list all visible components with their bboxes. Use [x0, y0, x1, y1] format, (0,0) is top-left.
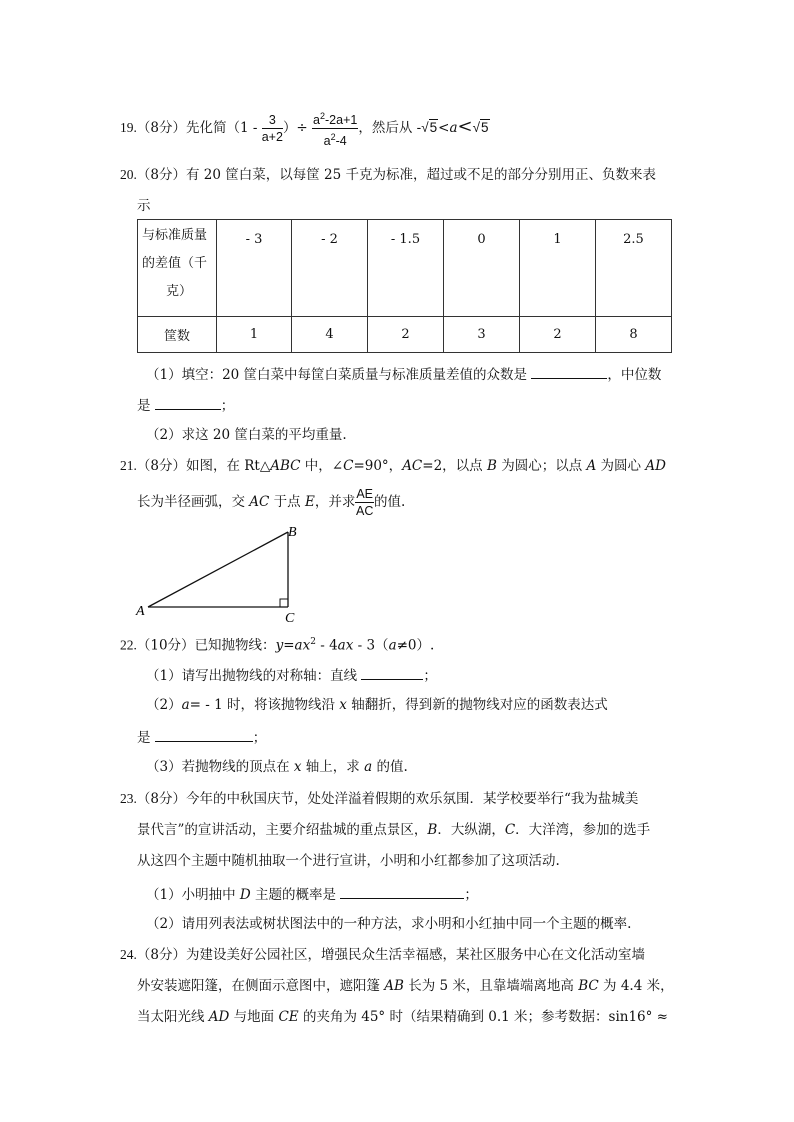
q23-probability-blank[interactable]: [340, 884, 464, 899]
q24-l2c: 为 4.4 米，: [598, 978, 674, 994]
q20-part1-text: （1）填空：20 筐白菜中每筐白菜质量与标准质量差值的众数是: [146, 367, 528, 383]
q24-l2bc: BC: [578, 978, 599, 994]
q19-intro: 先化简（1 -: [185, 120, 258, 136]
q21-label-c: C: [285, 611, 295, 625]
q24-l2ab: AB: [384, 978, 404, 994]
q20-diff-cell: 2.5: [596, 220, 672, 317]
q19-number: 19.: [120, 120, 137, 135]
q21-t1b: 中，∠: [300, 458, 344, 474]
q22-part1-line: [146, 665, 437, 685]
q20-count-cell: 1: [217, 317, 292, 353]
q22-part2-a: （2）: [146, 697, 182, 713]
q19-then: ，然后从 -: [358, 120, 422, 136]
q22-function-blank[interactable]: [155, 727, 253, 742]
q19-fraction-2: [312, 108, 358, 149]
q23-part1-a: （1）小明抽中: [146, 887, 240, 903]
q22-part2-end: ；: [252, 730, 267, 746]
q23-part1-d: D: [239, 887, 251, 903]
q22-eq-a: a: [388, 637, 397, 654]
q23-number: 23.: [120, 791, 137, 806]
q20-part2-text: （2）求这 20 筐白菜的平均重量.: [146, 427, 347, 443]
q20-part1-mid: ，中位数: [607, 367, 662, 383]
q19-sqrt-1: √5: [421, 120, 438, 135]
q22-eq-ax: ax: [294, 637, 311, 654]
q22-part2-b: = - 1 时，将该抛物线沿: [189, 697, 340, 713]
q24-text-1: 为建设美好公园社区，增强民众生活幸福感，某社区服务中心在文化活动室墙: [185, 947, 645, 963]
q20-text-1: 有 20 筐白菜，以每筐 25 千克为标准，超过或不足的部分分别用正、负数来表: [185, 167, 656, 183]
q23-part2-text: （2）请用列表法或树状图法中的一种方法，求小明和小红抽中同一个主题的概率.: [146, 916, 632, 932]
q19-frac1-den: a+2: [261, 130, 283, 144]
q20-diff-cell: - 2: [292, 220, 368, 317]
q20-mode-blank[interactable]: [531, 364, 607, 379]
q20-table-row-diff: [138, 220, 672, 317]
q23-l2a: 景代言”的宣讲活动，主要介绍盐城的重点景区，: [137, 822, 428, 838]
q21-t1c: =90°，: [353, 458, 403, 474]
q23-part1-end: ；: [464, 887, 478, 903]
q20-head-line-3: 克）: [165, 284, 192, 299]
q24-l2b: 长为 5 米，且靠墙端离地高: [403, 978, 579, 994]
q22-part1-end: ；: [423, 668, 437, 684]
q21-frac-num: AE: [356, 487, 374, 501]
q19-lt2: <: [457, 116, 473, 137]
q24-line2: [137, 977, 674, 995]
q20-part1-line2: [137, 395, 234, 415]
q19-op: ）÷: [282, 120, 308, 136]
q22-part2-x: x: [339, 697, 347, 713]
q21-ac: AC: [402, 458, 423, 474]
q23-text-3: 从这四个主题中随机抽取一个进行宣讲，小明和小红都参加了这项活动.: [137, 853, 560, 869]
q20-part1-end: ；: [220, 398, 235, 414]
q22-eq-y: y: [275, 637, 284, 654]
q19-f2d-exp: 2: [330, 132, 336, 142]
q21-frac-den: AC: [356, 504, 374, 518]
q19-frac2-den: [312, 129, 358, 149]
q22-part2-line2: [137, 727, 266, 747]
q23-l2b: B: [427, 822, 438, 838]
q20-head-line-2: 的差值（千: [142, 256, 208, 271]
q21-side-ab: [148, 532, 288, 607]
q23-text-1: 今年的中秋国庆节，处处洋溢着假期的欢乐氛围．某学校要举行“我为盐城美: [185, 791, 639, 807]
q20-median-blank[interactable]: [155, 395, 221, 410]
q20-score: （8分）: [136, 167, 186, 183]
q22-eq-mid: =: [283, 637, 295, 654]
q21-c: C: [343, 458, 354, 474]
q21-label-b: B: [288, 525, 297, 540]
q20-table: [137, 219, 672, 353]
q20-text-2: 示: [137, 198, 151, 214]
q20-diff-cell: 0: [444, 220, 520, 317]
q22-eq-tail: - 3（: [353, 637, 389, 654]
q22-eq-exp: 2: [310, 637, 316, 647]
q23-part2-line: [146, 915, 631, 933]
q22-score: （10分）: [136, 637, 195, 654]
q22-part2-var: a: [181, 697, 190, 713]
q21-t2c: ，并求: [314, 494, 356, 510]
q24-line1: [120, 946, 645, 964]
q22-number: 22.: [120, 637, 137, 653]
q21-e: E: [304, 494, 315, 510]
q19-fraction-1: [262, 112, 283, 145]
q21-t1e: 为圆心；以点: [496, 458, 587, 474]
q20-count-cell: 8: [596, 317, 672, 353]
q24-score: （8分）: [136, 947, 186, 963]
q20-head-line-1: 与标准质量: [142, 228, 208, 243]
q21-t1d: =2，以点: [422, 458, 487, 474]
q23-part1-line: [146, 884, 478, 904]
q22-line1: [120, 633, 434, 655]
q24-l2a: 外安装遮阳篷，在侧面示意图中，遮阳篷: [137, 978, 385, 994]
q19-line: [120, 107, 490, 147]
q23-line1: [120, 790, 638, 808]
q22-part2-line2-text: 是: [137, 730, 151, 746]
q21-t1a: 如图，在 Rt△: [185, 458, 271, 474]
q20-count-cell: 4: [292, 317, 368, 353]
q22-part3-line: [146, 758, 408, 776]
q22-eq-ax2: ax: [337, 637, 354, 654]
q21-fraction: [355, 486, 374, 519]
q22-part3-b: 轴上，求: [301, 759, 365, 775]
q23-l2e: ．大洋湾，参加的选手: [515, 822, 651, 838]
q19-f2n-rest: -2a+1: [325, 113, 358, 127]
q22-part3-c: 的值.: [372, 759, 408, 775]
q21-t2a: 长为半径画弧，交: [137, 494, 250, 510]
q19-sqrt-2: √5: [472, 120, 489, 135]
q21-line2: [137, 482, 405, 522]
q22-part3-a: （3）若抛物线的顶点在: [146, 759, 294, 775]
q20-number: 20.: [120, 167, 137, 182]
q23-line2: [137, 821, 650, 839]
q21-b: B: [486, 458, 497, 474]
q22-part2-line1: [146, 696, 608, 714]
q20-line2: [137, 197, 151, 215]
q20-line1: [120, 166, 656, 184]
q19-f2n-a: a: [313, 113, 320, 127]
q23-l2c: ．大纵湖，: [437, 822, 505, 838]
q20-count-cell: 3: [444, 317, 520, 353]
q24-l3ce: CE: [278, 1009, 299, 1025]
q20-diff-cell: - 3: [217, 220, 292, 317]
q21-a: A: [586, 458, 597, 474]
q21-triangle-figure: [130, 520, 310, 625]
q24-line3: [137, 1008, 668, 1026]
q19-frac1-num: 3: [262, 112, 283, 129]
q19-score: （8分）: [136, 120, 186, 136]
q22-part3-x: x: [293, 759, 302, 775]
q22-part1-text: （1）请写出抛物线的对称轴：直线: [146, 668, 358, 684]
q22-text-a: 已知抛物线：: [194, 637, 276, 654]
q19-frac2-num: [312, 108, 358, 129]
q21-right-angle-mark: [280, 599, 288, 607]
q21-t2b: 于点: [269, 494, 305, 510]
q20-table-row-count: [138, 317, 672, 353]
q22-eq-ne: ≠0）.: [396, 637, 435, 654]
q20-part2-line: [146, 426, 347, 444]
q21-number: 21.: [120, 458, 137, 473]
q21-ad: AD: [645, 458, 666, 474]
q19-f2d-a: a: [323, 134, 331, 149]
q24-l3b: 与地面: [229, 1009, 279, 1025]
q21-t2d: 的值.: [374, 494, 406, 510]
q22-axis-blank[interactable]: [361, 665, 423, 680]
q19-f2n-exp: 2: [320, 110, 326, 121]
q22-part2-c: 轴翻折，得到新的抛物线对应的函数表达式: [346, 697, 608, 713]
q20-part1-line1: [146, 364, 661, 384]
q21-t1f: 为圆心: [596, 458, 646, 474]
q21-abc: ABC: [270, 458, 301, 474]
q20-part1-line2-text: 是: [137, 398, 151, 414]
q19-var: a: [449, 120, 458, 136]
q22-part3-avar: a: [364, 759, 373, 775]
q23-score: （8分）: [136, 791, 186, 807]
q20-table-head-diff: [138, 220, 217, 317]
q21-label-a: A: [136, 604, 145, 619]
q20-table-head-count: 筐数: [138, 317, 217, 353]
q20-count-cell: 2: [368, 317, 444, 353]
q24-number: 24.: [120, 947, 137, 962]
q24-l3c: 的夹角为 45° 时（结果精确到 0.1 米；参考数据：sin16° ≈: [298, 1009, 668, 1025]
q22-eq-rest: - 4: [315, 637, 338, 654]
q20-diff-cell: - 1.5: [368, 220, 444, 317]
q19-f2d-rest: -4: [335, 134, 347, 149]
q19-lt: <: [438, 120, 450, 136]
q23-l2d: C: [504, 822, 516, 838]
q19-sqrt-1-val: 5: [429, 120, 438, 135]
q21-score: （8分）: [136, 458, 186, 474]
q24-l3a: 当太阳光线: [137, 1009, 209, 1025]
q20-diff-cell: 1: [520, 220, 596, 317]
q21-ac2: AC: [249, 494, 270, 510]
q24-l3ad: AD: [208, 1009, 230, 1025]
q20-count-cell: 2: [520, 317, 596, 353]
q21-line1: [120, 457, 666, 475]
q23-line3: [137, 852, 560, 870]
q19-sqrt-2-val: 5: [481, 120, 489, 135]
q23-part1-b: 主题的概率是: [250, 887, 337, 903]
